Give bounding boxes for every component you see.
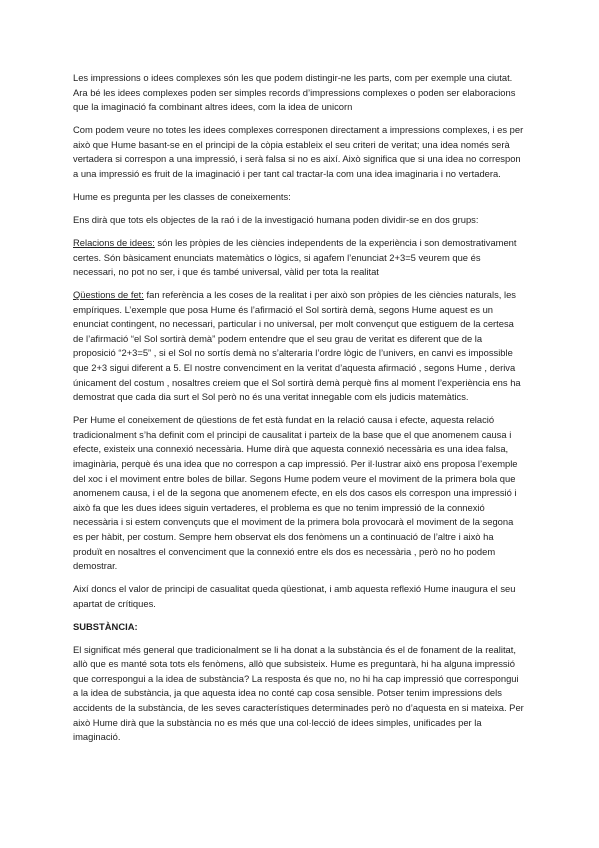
heading-substance: SUBSTÀNCIA: — [73, 620, 138, 632]
paragraph-matters-of-fact — [73, 288, 525, 405]
label-relations-of-ideas: Relacions de idees: — [73, 236, 155, 248]
paragraph-causality: Per Hume el coneixement de qüestions de fet està fundat en la relació causa i efecte, aquesta relació tradicionalment s’ha definit com el principi de causalitat i parteix de la base que el que anomenem causa i efecte, existeix una connexió necessària. Hume dirà que aquesta connexió necessària es una idea falsa, imaginària, perquè és una idea que no correspon a cap impressió. Per il·lustrar això ens proposa l’exemple del xoc i el moviment entre boles de billar. Segons Hume podem veure el moviment de la primera bola que anomenem causa, i el de la segona que anomenem efecte, en els dos casos els correspon una impressió i això fa que les dues idees siguin vertaderes, el problema es que no tenim impressió de la connexió necessària i si estem convençuts que el moviment de la primera bola provocarà el moviment de la segona es per hàbit, per costum. Sempre hem observat els dos fenòmens un a continuació de l’altre i això ha produït en nosaltres el convenciment que la connexió entre els dos es necessària , però no ho podem demostrar. — [73, 414, 518, 572]
paragraph-causality-conclusion: Així doncs el valor de principi de casualitat queda qüestionat, i amb aquesta reflexió Hume inaugura el seu apartat de crítiques. — [73, 583, 516, 609]
text-matters-of-fact: fan referència a les coses de la realitat i per això son pròpies de les ciències naturals, les empíriques. L’exemple que posa Hume és l’afirmació el Sol sortirà demà, segons Hume aquest es un enunciat contingent, no necessari, particular i no universal, per molt convençut que estiguem de la certesa de l’afirmació “el Sol sortirà demà” podem entendre que el seu grau de veritat es diferent que de la proposició “2+3=5” , si el Sol no sortís demà no s’alteraria l’ordre lògic de l’univers, en canvi es impossible que 2+3 sigui diferent a 5. El nostre convenciment en la veritat d’aquesta afirmació , segons Hume , deriva únicament del costum , nosaltres creiem que el Sol sortirà demà perquè fins al moment l’experiència ens ha demostrat que cada dia surt el Sol però no és una veritat innegable com els judicis matemàtics. — [73, 289, 521, 403]
text-relations-of-ideas: són les pròpies de les ciències independents de la experiència i son demostrativament certes. Són bàsicament enunciats matemàtics o lògics, si agafem l’enunciat 2+3=5 veurem que és necessari, no pot no ser, i que és també universal, vàlid per tota la realitat — [73, 236, 517, 278]
paragraph-knowledge-question: Hume es pregunta per les classes de coneixements: — [73, 190, 291, 202]
paragraph-relations-of-ideas — [73, 236, 525, 280]
paragraph-truth-criterion: Com podem veure no totes les idees complexes corresponen directament a impressions complexes, i es per això que Hume basant-se en el principi de la còpia estableix el seu criteri de veritat; una idea només serà vertadera si correspon a una impressió, i serà falsa si no es així. Això significa que si una idea no correspon a una impressió es fruit de la imaginació i per tant cal tractar-la com una idea imaginaria i no vertadera. — [73, 124, 524, 179]
paragraph-substance: El significat més general que tradicionalment se li ha donat a la substància és el de fonament de la realitat, allò que es manté sota tots els fenòmens, allò que subsisteix. Hume es preguntarà, hi ha alguna impressió que correspongui a la idea de substància? La resposta és que no, no hi ha cap impressió que correspongui a la idea de substància, ja que aquesta idea no conté cap cosa sensible. Potser tenim impressions dels accidents de la substància, de les seves característiques determinades però no d’aquesta en si mateixa. Per això Hume dirà que la substància no es més que una col·lecció de idees simples, unificades per la imaginació. — [73, 643, 524, 743]
paragraph-two-groups: Ens dirà que tots els objectes de la raó i de la investigació humana poden dividir-se en dos grups: — [73, 213, 479, 225]
paragraph-complex-ideas: Les impressions o idees complexes són les que podem distingir-ne les parts, com per exemple una ciutat. Ara bé les idees complexes poden ser simples records d’impressions complexes o poden ser elaboracions que la imaginació fa combinant altres idees, com la idea de unicorn — [73, 72, 516, 113]
label-matters-of-fact: Qüestions de fet: — [73, 289, 144, 301]
